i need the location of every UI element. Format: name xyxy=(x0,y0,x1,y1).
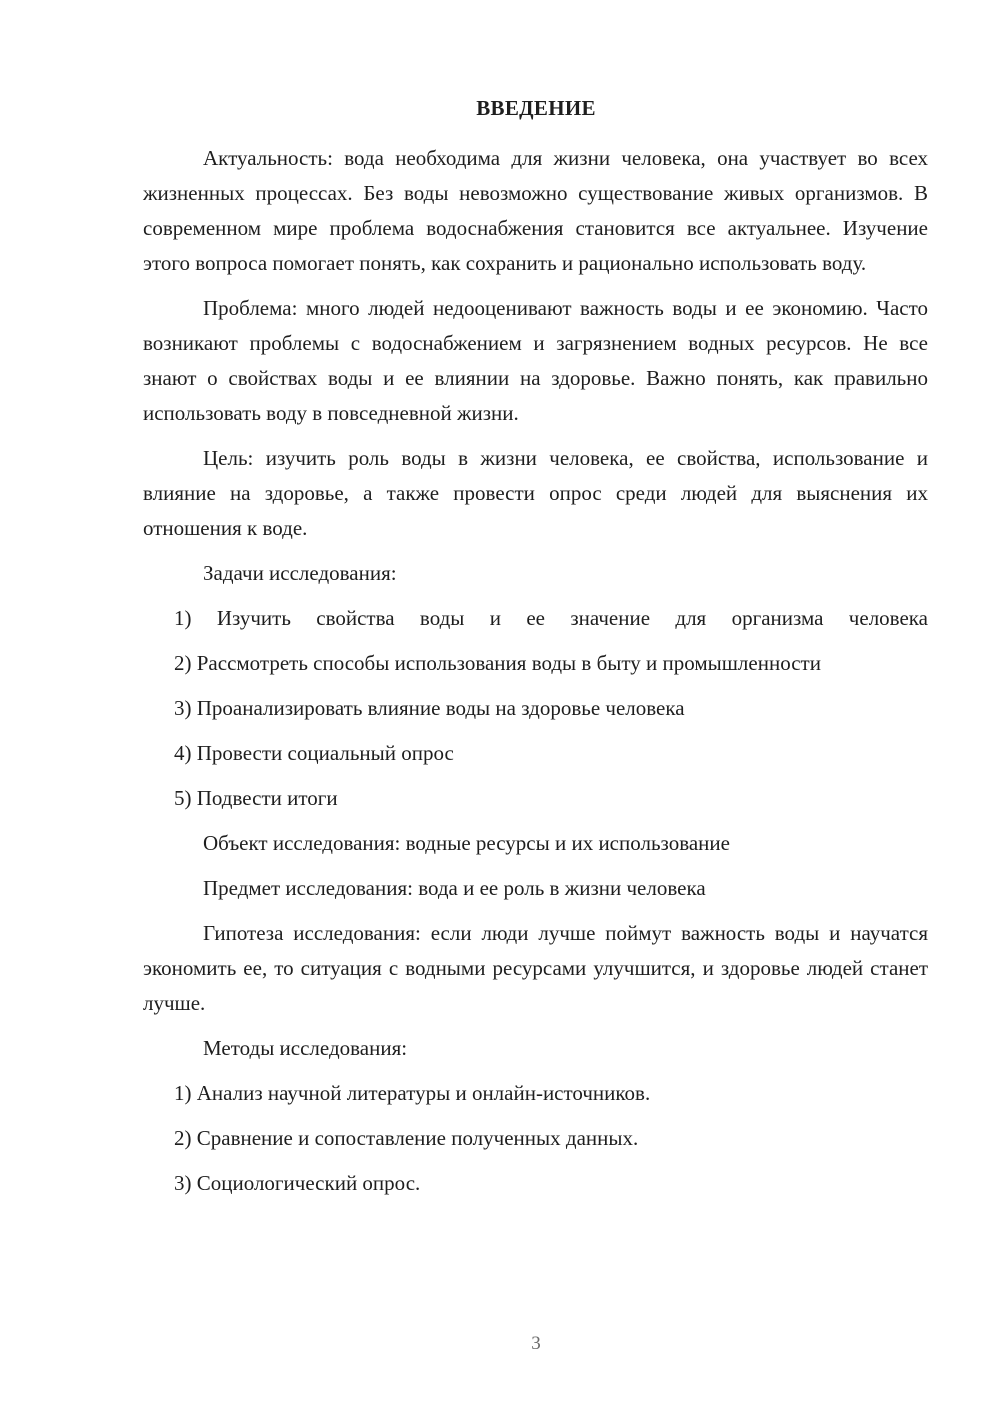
problem-paragraph: Проблема: много людей недооценивают важность воды и ее экономию. Часто возникают проблемы с водоснабжением и загрязнением водных ресурсов. Не все знают о свойствах воды и ее влиянии на здоровье. Важно понять, как правильно использовать воду в повседневной жизни. xyxy=(143,296,928,425)
page-number: 3 xyxy=(531,1333,541,1354)
goal-paragraph: Цель: изучить роль воды в жизни человека, ее свойства, использование и влияние на здоровье, а также провести опрос среди людей для выяснения их отношения к воде. xyxy=(143,446,928,540)
method-item: 3) Социологический опрос. xyxy=(174,1171,421,1195)
task-item: 2) Рассмотреть способы использования воды в быту и промышленности xyxy=(174,651,821,675)
task-item: 4) Провести социальный опрос xyxy=(174,741,454,765)
hypothesis-paragraph: Гипотеза исследования: если люди лучше поймут важность воды и научатся экономить ее, то ситуация с водными ресурсами улучшится, и здоровье людей станет лучше. xyxy=(143,921,928,1015)
subject-paragraph: Предмет исследования: вода и ее роль в жизни человека xyxy=(203,876,706,900)
task-item: 5) Подвести итоги xyxy=(174,786,338,810)
section-title: ВВЕДЕНИЕ xyxy=(476,96,596,120)
tasks-heading: Задачи исследования: xyxy=(203,561,397,585)
task-item: 1) Изучить свойства воды и ее значение для организма человека xyxy=(174,606,928,630)
object-paragraph: Объект исследования: водные ресурсы и их использование xyxy=(203,831,730,855)
document-body xyxy=(143,141,928,1211)
method-item: 2) Сравнение и сопоставление полученных данных. xyxy=(174,1126,639,1150)
task-item: 3) Проанализировать влияние воды на здоровье человека xyxy=(174,696,685,720)
method-item: 1) Анализ научной литературы и онлайн-источников. xyxy=(174,1081,651,1105)
relevance-paragraph: Актуальность: вода необходима для жизни человека, она участвует во всех жизненных процессах. Без воды невозможно существование живых организмов. В современном мире проблема водоснабжения становится все актуальнее. Изучение этого вопроса помогает понять, как сохранить и рационально использовать воду. xyxy=(143,146,928,275)
methods-heading: Методы исследования: xyxy=(203,1036,408,1060)
